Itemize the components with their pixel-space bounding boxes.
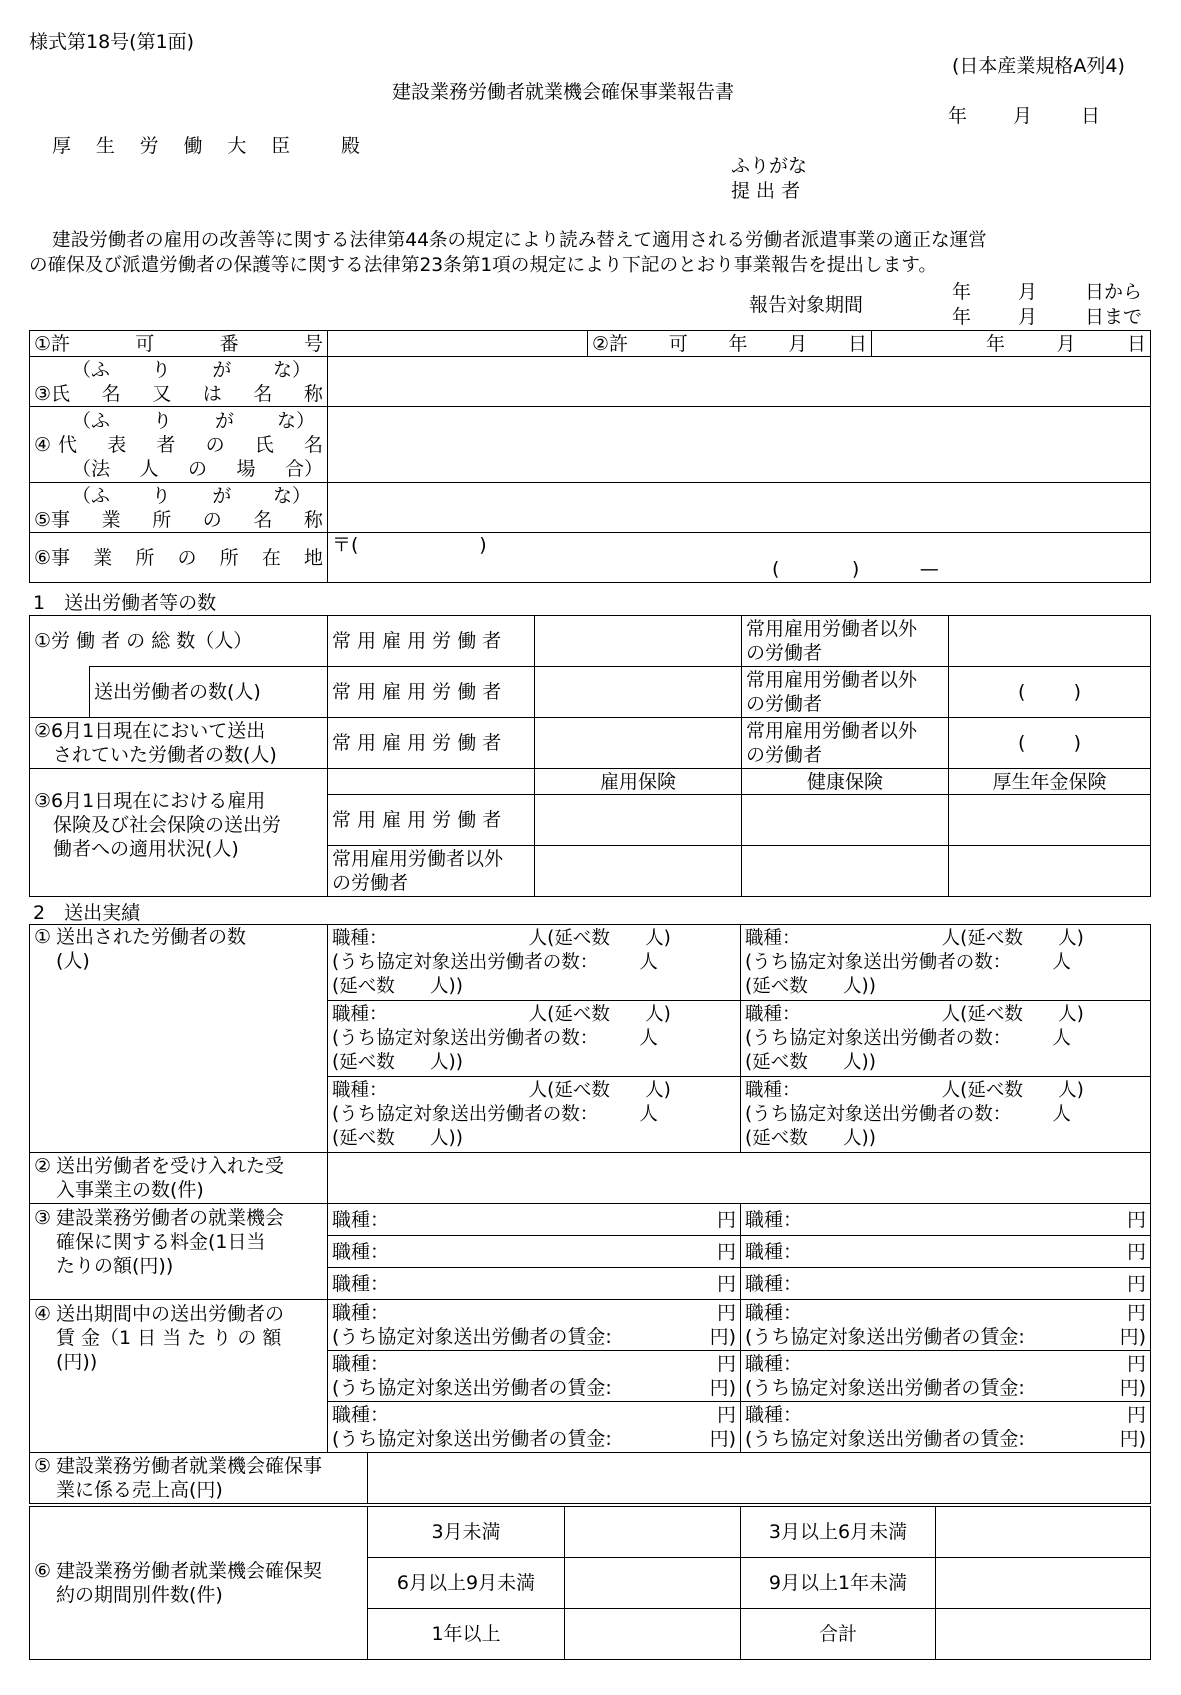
label-part: 所 — [135, 546, 155, 569]
occupation-label: 職種： — [745, 1240, 803, 1263]
label-part: の — [202, 508, 222, 531]
agreement-wage-label: (うち協定対象送出労働者の賃金: — [332, 1377, 612, 1399]
label-part: 場 — [236, 457, 256, 480]
label-part: 代 — [58, 433, 78, 456]
item-number: ④ — [34, 433, 52, 456]
occupation-cell[interactable]: 職種： 人(延べ数 人) (うち協定対象送出労働者の数： 人 (延べ数 人)) — [741, 1001, 1151, 1077]
label-part: ⑥事 — [34, 546, 71, 569]
period-total-field[interactable] — [936, 1609, 1151, 1660]
period-total-label: 合計 — [741, 1609, 936, 1660]
wage-cell[interactable] — [741, 1402, 1151, 1453]
period-6m-9m-field[interactable] — [565, 1558, 741, 1609]
label-part: （ふ — [72, 409, 111, 432]
occupation-label: 職種： — [332, 1240, 390, 1263]
label-part: 所 — [219, 546, 239, 569]
june-workers-label: ②6月1日現在において送出 されていた労働者の数(人) — [30, 718, 328, 769]
representative-label — [30, 407, 328, 483]
period-from-month: 月 — [1018, 281, 1038, 303]
label-part: の — [187, 457, 207, 480]
agreement-wage-label: (うち協定対象送出労働者の賃金: — [745, 1428, 1025, 1450]
addressee-honorific: 殿 — [340, 135, 360, 157]
phone-number: ( ) — — [772, 558, 939, 580]
regular-label: 常 用 雇 用 労 働 者 — [328, 718, 535, 769]
insurance-regular-pension-field[interactable] — [949, 795, 1151, 846]
june-nonregular-field[interactable]: ( ) — [949, 718, 1151, 769]
section1-heading: 1 送出労働者等の数 — [33, 592, 217, 614]
period-to-day: 日まで — [1085, 306, 1143, 328]
license-table — [29, 330, 1151, 583]
label-part: 名 — [253, 382, 273, 405]
yen-unit: 円) — [709, 1377, 737, 1399]
fee-cell[interactable] — [328, 1204, 741, 1236]
nonregular-label: 常用雇用労働者以外 の労働者 — [742, 616, 949, 667]
item-number: ② — [34, 1155, 52, 1177]
period-from-year: 年 — [952, 281, 972, 303]
label-text: 建設業務労働者就業機会確保事 業に係る売上高(円) — [56, 1455, 323, 1501]
representative-field[interactable] — [328, 407, 1151, 483]
date-year: 年 — [986, 332, 1006, 355]
period-to-month: 月 — [1018, 306, 1038, 328]
client-count-label — [30, 1153, 328, 1204]
nonregular-label: 常用雇用労働者以外 の労働者 — [328, 846, 535, 897]
fee-cell[interactable] — [328, 1268, 741, 1300]
occupation-label: 職種： — [745, 1353, 803, 1375]
occupation-label: 職種： — [332, 1208, 390, 1231]
label-part: 月 — [788, 332, 808, 355]
label-part: 又 — [152, 382, 172, 405]
period-9m-1y-field[interactable] — [936, 1558, 1151, 1609]
employment-insurance-header: 雇用保険 — [535, 769, 742, 795]
occupation-label: 職種： — [745, 1302, 803, 1324]
date-day: 日 — [1081, 105, 1101, 127]
dispatched-nonregular-field[interactable]: ( ) — [949, 667, 1151, 718]
license-number-label — [30, 331, 328, 357]
label-part: 人 — [139, 457, 159, 480]
contract-count-label — [30, 1507, 368, 1660]
yen-unit: 円 — [717, 1240, 737, 1263]
name-field[interactable] — [328, 357, 1151, 407]
body-text-line2: の確保及び派遣労働者の保護等に関する法律第23条第1項の規定により下記のとおり事業報告を提出します。 — [29, 255, 937, 276]
agreement-wage-label: (うち協定対象送出労働者の賃金: — [745, 1326, 1025, 1348]
yen-unit: 円) — [709, 1326, 737, 1348]
period-to-year: 年 — [952, 306, 972, 328]
yen-unit: 円) — [1119, 1428, 1147, 1450]
label-part: の — [177, 546, 197, 569]
label-text: 建設業務労働者就業機会確保契 約の期間別件数(件) — [56, 1560, 323, 1606]
label-part: 号 — [303, 332, 323, 355]
period-over-1y-label: 1年以上 — [368, 1609, 565, 1660]
agreement-wage-label: (うち協定対象送出労働者の賃金: — [332, 1326, 612, 1348]
occupation-label: 職種： — [332, 1404, 390, 1426]
label-part: ①許 — [34, 332, 71, 355]
item-number: ① — [34, 926, 52, 948]
regular-label: 常 用 雇 用 労 働 者 — [328, 667, 535, 718]
yen-unit: 円 — [1127, 1302, 1147, 1324]
yen-unit: 円 — [1127, 1404, 1147, 1426]
insurance-label: ③6月1日現在における雇用 保険及び社会保険の送出労 働者への適用状況(人) — [30, 769, 328, 897]
yen-unit: 円 — [717, 1404, 737, 1426]
date-month: 月 — [1056, 332, 1076, 355]
label-part: 表 — [107, 433, 127, 456]
office-name-field[interactable] — [328, 483, 1151, 533]
period-from-day: 日から — [1085, 281, 1143, 303]
nonregular-label: 常用雇用労働者以外 の労働者 — [742, 667, 949, 718]
fee-cell[interactable] — [328, 1236, 741, 1268]
dispatched-workers-label: 送出労働者の数(人) — [90, 667, 328, 718]
insurance-regular-health-field[interactable] — [742, 795, 949, 846]
fee-label — [30, 1204, 328, 1300]
insurance-nonregular-pension-field[interactable] — [949, 846, 1151, 897]
form-title: 建設業務労働者就業機会確保事業報告書 — [392, 81, 735, 103]
label-part: り — [152, 409, 172, 432]
yen-unit: 円 — [717, 1302, 737, 1324]
total-workers-label: ①労 働 者 の 総 数（人） — [30, 616, 328, 667]
yen-unit: 円 — [717, 1208, 737, 1231]
label-part: 名 — [253, 508, 273, 531]
label-part: （法 — [72, 457, 111, 480]
label-part: 氏 — [254, 433, 274, 456]
occupation-label: 職種： — [332, 1353, 390, 1375]
fee-cell[interactable] — [741, 1204, 1151, 1236]
yen-unit: 円 — [717, 1272, 737, 1295]
label-part: 番 — [219, 332, 239, 355]
yen-unit: 円 — [1127, 1208, 1147, 1231]
dispatched-regular-field[interactable] — [535, 667, 742, 718]
license-number-field[interactable] — [328, 331, 588, 357]
pension-insurance-header: 厚生年金保険 — [949, 769, 1151, 795]
submitter-label: 提 出 者 — [731, 180, 801, 202]
yen-unit: 円) — [709, 1428, 737, 1450]
occupation-label: 職種： — [745, 1272, 803, 1295]
label-part: ⑤事 — [34, 508, 71, 531]
label-part: 日 — [847, 332, 867, 355]
period-over-1y-field[interactable] — [565, 1609, 741, 1660]
insurance-nonregular-health-field[interactable] — [742, 846, 949, 897]
label-part: 可 — [668, 332, 688, 355]
label-text: 送出期間中の送出労働者の 賃 金（1 日 当 た り の 額 (円)) — [56, 1303, 285, 1373]
contract-period-table — [29, 1506, 1151, 1660]
period-9m-1y-label: 9月以上1年未満 — [741, 1558, 936, 1609]
label-part: 業 — [93, 546, 113, 569]
section2-table — [29, 924, 1151, 1504]
occupation-label: 職種： — [745, 1208, 803, 1231]
label-part: 合） — [284, 457, 323, 480]
addressee — [52, 131, 360, 158]
yen-unit: 円 — [717, 1353, 737, 1375]
label-part: （ふ — [72, 484, 111, 507]
wage-label — [30, 1300, 328, 1453]
office-name-label — [30, 483, 328, 533]
label-part: 年 — [728, 332, 748, 355]
license-date-label — [588, 331, 872, 357]
office-address-label — [30, 533, 328, 583]
occupation-cell[interactable]: 職種： 人(延べ数 人) (うち協定対象送出労働者の数： 人 (延べ数 人)) — [328, 1001, 741, 1077]
item-number: ⑥ — [34, 1560, 52, 1582]
wage-cell[interactable] — [741, 1351, 1151, 1402]
label-part: 業 — [101, 508, 121, 531]
label-part: 在 — [261, 546, 281, 569]
item-number: ④ — [34, 1303, 52, 1325]
label-part: 可 — [135, 332, 155, 355]
wage-cell[interactable] — [328, 1351, 741, 1402]
label-text: 送出された労働者の数 (人) — [56, 926, 247, 972]
wage-cell[interactable] — [328, 1300, 741, 1351]
wage-cell[interactable] — [741, 1300, 1151, 1351]
sales-field[interactable] — [368, 1453, 1151, 1504]
occupation-cell[interactable]: 職種： 人(延べ数 人) (うち協定対象送出労働者の数： 人 (延べ数 人)) — [328, 1077, 741, 1153]
client-count-field[interactable] — [328, 1153, 1151, 1204]
date-day: 日 — [1126, 332, 1146, 355]
total-nonregular-field[interactable] — [949, 616, 1151, 667]
label-part: 地 — [303, 546, 323, 569]
occupation-cell[interactable]: 職種： 人(延べ数 人) (うち協定対象送出労働者の数： 人 (延べ数 人)) — [741, 925, 1151, 1001]
dispatched-count-label — [30, 925, 328, 1153]
occupation-label: 職種： — [332, 1272, 390, 1295]
period-3m-6m-field[interactable] — [936, 1507, 1151, 1558]
label-part: な） — [272, 484, 311, 507]
insurance-regular-employment-field[interactable] — [535, 795, 742, 846]
office-address-field[interactable] — [328, 533, 1151, 583]
agreement-wage-label: (うち協定対象送出労働者の賃金: — [745, 1377, 1025, 1399]
label-text: 建設業務労働者の就業機会 確保に関する料金(1日当 たりの額(円)) — [56, 1207, 285, 1277]
agreement-wage-label: (うち協定対象送出労働者の賃金: — [332, 1428, 612, 1450]
label-part: 名 — [101, 382, 121, 405]
label-part: 称 — [303, 382, 323, 405]
yen-unit: 円 — [1127, 1353, 1147, 1375]
form-number: 様式第18号(第1面) — [29, 31, 195, 53]
period-3m-6m-label: 3月以上6月未満 — [741, 1507, 936, 1558]
label-part: 称 — [303, 508, 323, 531]
addressee-char: 厚 — [52, 135, 72, 157]
body-text-line1: 建設労働者の雇用の改善等に関する法律第44条の規定により読み替えて適用される労働者派遣事業の適正な運営 — [52, 230, 987, 251]
label-part: 名 — [303, 433, 323, 456]
label-part: な） — [272, 358, 311, 381]
label-part: が — [212, 358, 232, 381]
label-part: ②許 — [592, 332, 629, 355]
period-under-3m-field[interactable] — [565, 1507, 741, 1558]
wage-cell[interactable] — [328, 1402, 741, 1453]
label-part: り — [151, 358, 171, 381]
item-number: ③ — [34, 1207, 52, 1229]
occupation-label: 職種： — [332, 1302, 390, 1324]
yen-unit: 円) — [1119, 1326, 1147, 1348]
occupation-cell[interactable]: 職種： 人(延べ数 人) (うち協定対象送出労働者の数： 人 (延べ数 人)) — [741, 1077, 1151, 1153]
total-regular-field[interactable] — [535, 616, 742, 667]
period-under-3m-label: 3月未満 — [368, 1507, 565, 1558]
blank-header — [328, 769, 535, 795]
date-month: 月 — [1013, 105, 1033, 127]
yen-unit: 円) — [1119, 1377, 1147, 1399]
nonregular-label: 常用雇用労働者以外 の労働者 — [742, 718, 949, 769]
license-date-field[interactable] — [872, 331, 1151, 357]
label-part: （ふ — [72, 358, 111, 381]
addressee-char: 生 — [95, 135, 115, 157]
addressee-char: 労 — [139, 135, 159, 157]
period-label: 報告対象期間 — [749, 294, 864, 316]
item-number: ⑤ — [34, 1455, 52, 1477]
label-part: が — [214, 409, 234, 432]
label-part: 所 — [152, 508, 172, 531]
insurance-nonregular-employment-field[interactable] — [535, 846, 742, 897]
paper-size-note: (日本産業規格A列4) — [952, 55, 1125, 77]
postal-code: 〒( ) — [332, 534, 487, 556]
blank-indent — [30, 667, 90, 718]
fee-cell[interactable] — [741, 1268, 1151, 1300]
occupation-cell[interactable]: 職種： 人(延べ数 人) (うち協定対象送出労働者の数： 人 (延べ数 人)) — [328, 925, 741, 1001]
label-part: が — [212, 484, 232, 507]
label-part: ③氏 — [34, 382, 71, 405]
addressee-char: 臣 — [271, 135, 291, 157]
sales-label — [30, 1453, 368, 1504]
furigana-label: ふりがな — [731, 155, 808, 177]
section1-table — [29, 615, 1151, 897]
period-6m-9m-label: 6月以上9月未満 — [368, 1558, 565, 1609]
addressee-char: 働 — [183, 135, 203, 157]
label-part: は — [202, 382, 222, 405]
section2-heading: 2 送出実績 — [33, 902, 141, 924]
name-label — [30, 357, 328, 407]
regular-label: 常 用 雇 用 労 働 者 — [328, 616, 535, 667]
label-text: 送出労働者を受け入れた受 入事業主の数(件) — [56, 1155, 285, 1201]
date-year: 年 — [948, 105, 968, 127]
fee-cell[interactable] — [741, 1236, 1151, 1268]
regular-label: 常 用 雇 用 労 働 者 — [328, 795, 535, 846]
label-part: 者 — [156, 433, 176, 456]
june-regular-field[interactable] — [535, 718, 742, 769]
health-insurance-header: 健康保険 — [742, 769, 949, 795]
yen-unit: 円 — [1127, 1272, 1147, 1295]
yen-unit: 円 — [1127, 1240, 1147, 1263]
label-part: な） — [276, 409, 315, 432]
label-part: り — [151, 484, 171, 507]
occupation-label: 職種： — [745, 1404, 803, 1426]
label-part: の — [205, 433, 225, 456]
addressee-char: 大 — [227, 135, 247, 157]
